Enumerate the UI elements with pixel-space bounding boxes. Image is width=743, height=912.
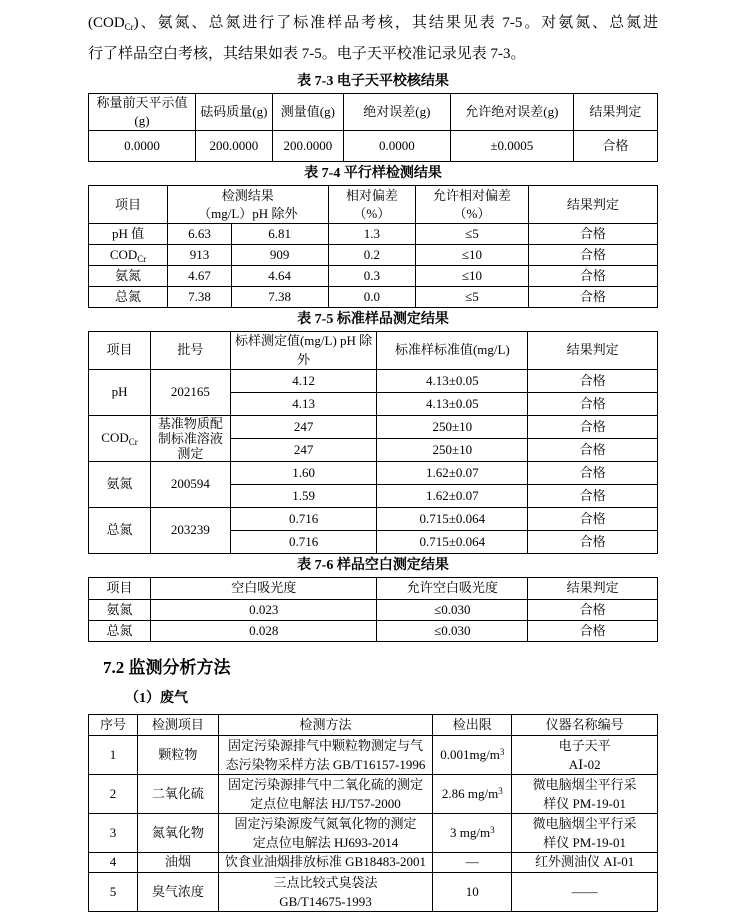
table-cell: 5 <box>89 872 138 911</box>
table-7-5-title: 表 7-5 标准样品测定结果 <box>297 312 449 328</box>
table-header-cell: 砝码质量(g) <box>195 94 272 131</box>
table-cell: 2.86 $mg/m^3$ <box>433 774 512 813</box>
table-row <box>89 287 658 308</box>
table-header-cell: 允许相对偏差 （%） <box>416 186 529 224</box>
table-cell: 红外测油仪 AI-01 <box>512 852 658 872</box>
table-cell: 7.38 <box>168 287 232 308</box>
table-cell: 202165 <box>151 369 231 415</box>
table-header-row <box>89 577 658 599</box>
table-cell: ≤5 <box>416 224 529 245</box>
table-cell: 4.64 <box>231 266 328 287</box>
table-cell: 合格 <box>528 287 657 308</box>
table-cell: 0.0000 <box>89 131 196 162</box>
table-header-row <box>89 332 658 369</box>
table-cell: 饮食业油烟排放标准 GB18483-2001 <box>218 852 433 872</box>
table-cell: 1.59 <box>230 484 377 507</box>
table-header-cell: 结果判定 <box>528 577 658 599</box>
table-cell: 4.67 <box>168 266 232 287</box>
table-row <box>89 131 658 162</box>
table-cell: 合格 <box>528 530 658 553</box>
intro-paragraph <box>88 8 658 70</box>
intro-line-1 <box>88 8 658 39</box>
table-7-6-blank-samples <box>88 577 658 642</box>
table-cell: 合格 <box>528 461 658 484</box>
table-header-cell: 结果判定 <box>528 186 657 224</box>
table-cell: 4.12 <box>230 369 377 392</box>
table-cell: 200.0000 <box>195 131 272 162</box>
table-row <box>89 852 658 872</box>
table-cell: 1.3 <box>328 224 416 245</box>
sub-heading-waste-gas: （1）废气 <box>125 690 188 706</box>
table-cell: 1.62±0.07 <box>377 461 528 484</box>
table-cell: 913 <box>168 245 232 266</box>
table-cell: 合格 <box>573 131 657 162</box>
table-row <box>89 461 658 484</box>
table-cell: ≤0.030 <box>377 620 528 641</box>
table-cell: 三点比较式臭袋法 GB/T14675-1993 <box>218 872 433 911</box>
table-cell: 颗粒物 <box>137 735 218 774</box>
table-cell: ≤5 <box>416 287 529 308</box>
table-cell: 0.716 <box>230 507 377 530</box>
table-header-cell: 项目 <box>89 332 151 369</box>
table-cell: ≤10 <box>416 245 529 266</box>
table-header-cell: 允许绝对误差(g) <box>450 94 573 131</box>
table-cell: 250±10 <box>377 415 528 438</box>
table-cell: 0.0 <box>328 287 416 308</box>
table-cell: 3 $mg/m^3$ <box>433 813 512 852</box>
table-row <box>89 415 658 438</box>
table-header-cell: 项目 <box>89 186 168 224</box>
cod-subscript: Cr <box>124 22 134 32</box>
table-header-cell: 结果判定 <box>573 94 657 131</box>
table-header-cell: 仪器名称编号 <box>512 714 658 735</box>
table-cell: 0.2 <box>328 245 416 266</box>
table-cell: — <box>433 852 512 872</box>
table-cell: 合格 <box>528 392 658 415</box>
table-cell: 合格 <box>528 599 658 620</box>
table-cell: 电子天平 AⅠ-02 <box>512 735 658 774</box>
table-cell: ±0.0005 <box>450 131 573 162</box>
table-7-4-title: 表 7-4 平行样检测结果 <box>304 166 442 182</box>
table-cell: 247 <box>230 438 377 461</box>
table-row <box>89 266 658 287</box>
table-cell: $0.001mg/m^3$ <box>433 735 512 774</box>
table-header-cell: 检测方法 <box>218 714 433 735</box>
table-cell: 203239 <box>151 507 231 553</box>
table-cell: 氨氮 <box>89 266 168 287</box>
table-cell: 6.81 <box>231 224 328 245</box>
table-cell: 氮氧化物 <box>137 813 218 852</box>
table-cell: 1.62±0.07 <box>377 484 528 507</box>
table-cell: 氨氮 <box>89 599 151 620</box>
intro-text-rest: )、氨氮、总氮进行了标准样品考核，其结果见表 7-5。对氨氮、总氮进 <box>133 15 658 31</box>
table-cell: 合格 <box>528 484 658 507</box>
table-cell: 微电脑烟尘平行采 样仪 PM-19-01 <box>512 774 658 813</box>
table-7-5-standard-samples <box>88 331 658 553</box>
table-cell: 总氮 <box>89 287 168 308</box>
table-row <box>89 774 658 813</box>
table-header-cell: 空白吸光度 <box>151 577 377 599</box>
table-cell: 4.13±0.05 <box>377 369 528 392</box>
table-cell: 247 <box>230 415 377 438</box>
table-cell: 总氮 <box>89 620 151 641</box>
table-cell: 氨氮 <box>89 461 151 507</box>
table-row <box>89 599 658 620</box>
table-cell: 0.715±0.064 <box>377 530 528 553</box>
table-cell: —— <box>512 872 658 911</box>
table-cell: 0.028 <box>151 620 377 641</box>
table-header-cell: 检测项目 <box>137 714 218 735</box>
table-cell: $COD_{Cr}$ <box>89 415 151 461</box>
table-cell: 250±10 <box>377 438 528 461</box>
table-row <box>89 813 658 852</box>
table-header-cell: 检测结果 （mg/L）pH 除外 <box>168 186 328 224</box>
table-7-4-parallel-samples <box>88 185 658 308</box>
table-row <box>89 245 658 266</box>
table-7-3-balance-calibration <box>88 93 658 162</box>
intro-line-2: 行了样品空白考核，其结果如表 7-5。电子天平校准记录见表 7-3。 <box>88 46 526 62</box>
table-waste-gas-methods <box>88 714 658 912</box>
table-cell: 1.60 <box>230 461 377 484</box>
table-cell: 3 <box>89 813 138 852</box>
table-header-cell: 检出限 <box>433 714 512 735</box>
table-cell: 4.13±0.05 <box>377 392 528 415</box>
table-cell: 4 <box>89 852 138 872</box>
table-row <box>89 735 658 774</box>
table-header-cell: 标样测定值(mg/L) pH 除外 <box>230 332 377 369</box>
table-cell: 合格 <box>528 224 657 245</box>
table-cell: 7.38 <box>231 287 328 308</box>
table-header-cell: 称量前天平示值(g) <box>89 94 196 131</box>
table-7-6-title: 表 7-6 样品空白测定结果 <box>297 557 449 573</box>
table-row <box>89 369 658 392</box>
section-heading-7-2: 7.2 监测分析方法 <box>103 657 231 677</box>
table-cell: 0.0000 <box>343 131 450 162</box>
table-cell: 0.716 <box>230 530 377 553</box>
table-header-cell: 标准样标准值(mg/L) <box>377 332 528 369</box>
table-header-cell: 相对偏差 （%） <box>328 186 416 224</box>
table-cell: 油烟 <box>137 852 218 872</box>
table-cell: 909 <box>231 245 328 266</box>
table-cell: 基准物质配 制标准溶液 测定 <box>151 415 231 461</box>
table-cell: 合格 <box>528 507 658 530</box>
table-row <box>89 620 658 641</box>
table-cell: 合格 <box>528 245 657 266</box>
table-cell: ≤0.030 <box>377 599 528 620</box>
table-header-cell: 允许空白吸光度 <box>377 577 528 599</box>
table-cell: 10 <box>433 872 512 911</box>
table-cell: 固定污染源排气中二氧化硫的测定 定点位电解法 HJ/T57-2000 <box>218 774 433 813</box>
table-row <box>89 872 658 911</box>
table-header-row <box>89 94 658 131</box>
table-row <box>89 224 658 245</box>
table-header-cell: 项目 <box>89 577 151 599</box>
table-cell: 微电脑烟尘平行采 样仪 PM-19-01 <box>512 813 658 852</box>
table-cell: 合格 <box>528 620 658 641</box>
table-header-row <box>89 186 658 224</box>
table-header-row <box>89 714 658 735</box>
table-header-cell: 绝对误差(g) <box>343 94 450 131</box>
table-cell: 200594 <box>151 461 231 507</box>
table-header-cell: 结果判定 <box>528 332 658 369</box>
table-cell: 0.023 <box>151 599 377 620</box>
table-header-cell: 序号 <box>89 714 138 735</box>
table-header-cell: 测量值(g) <box>272 94 343 131</box>
table-cell: pH <box>89 369 151 415</box>
table-cell: 固定污染源排气中颗粒物测定与气 态污染物采样方法 GB/T16157-1996 <box>218 735 433 774</box>
table-cell: 4.13 <box>230 392 377 415</box>
intro-text-pre: (COD <box>88 15 125 31</box>
table-cell: 0.715±0.064 <box>377 507 528 530</box>
table-cell: 二氧化硫 <box>137 774 218 813</box>
table-cell: $COD_{Cr}$ <box>89 245 168 266</box>
table-cell: 1 <box>89 735 138 774</box>
table-cell: 合格 <box>528 266 657 287</box>
table-cell: 6.63 <box>168 224 232 245</box>
table-cell: 200.0000 <box>272 131 343 162</box>
table-cell: 合格 <box>528 415 658 438</box>
table-cell: 合格 <box>528 438 658 461</box>
table-7-3-title: 表 7-3 电子天平校核结果 <box>297 74 449 89</box>
table-cell: 总氮 <box>89 507 151 553</box>
table-cell: 合格 <box>528 369 658 392</box>
table-cell: pH 值 <box>89 224 168 245</box>
table-cell: ≤10 <box>416 266 529 287</box>
table-cell: 固定污染源废气氮氧化物的测定 定点位电解法 HJ693-2014 <box>218 813 433 852</box>
table-cell: 0.3 <box>328 266 416 287</box>
table-cell: 2 <box>89 774 138 813</box>
table-header-cell: 批号 <box>151 332 231 369</box>
table-row <box>89 507 658 530</box>
table-cell: 臭气浓度 <box>137 872 218 911</box>
